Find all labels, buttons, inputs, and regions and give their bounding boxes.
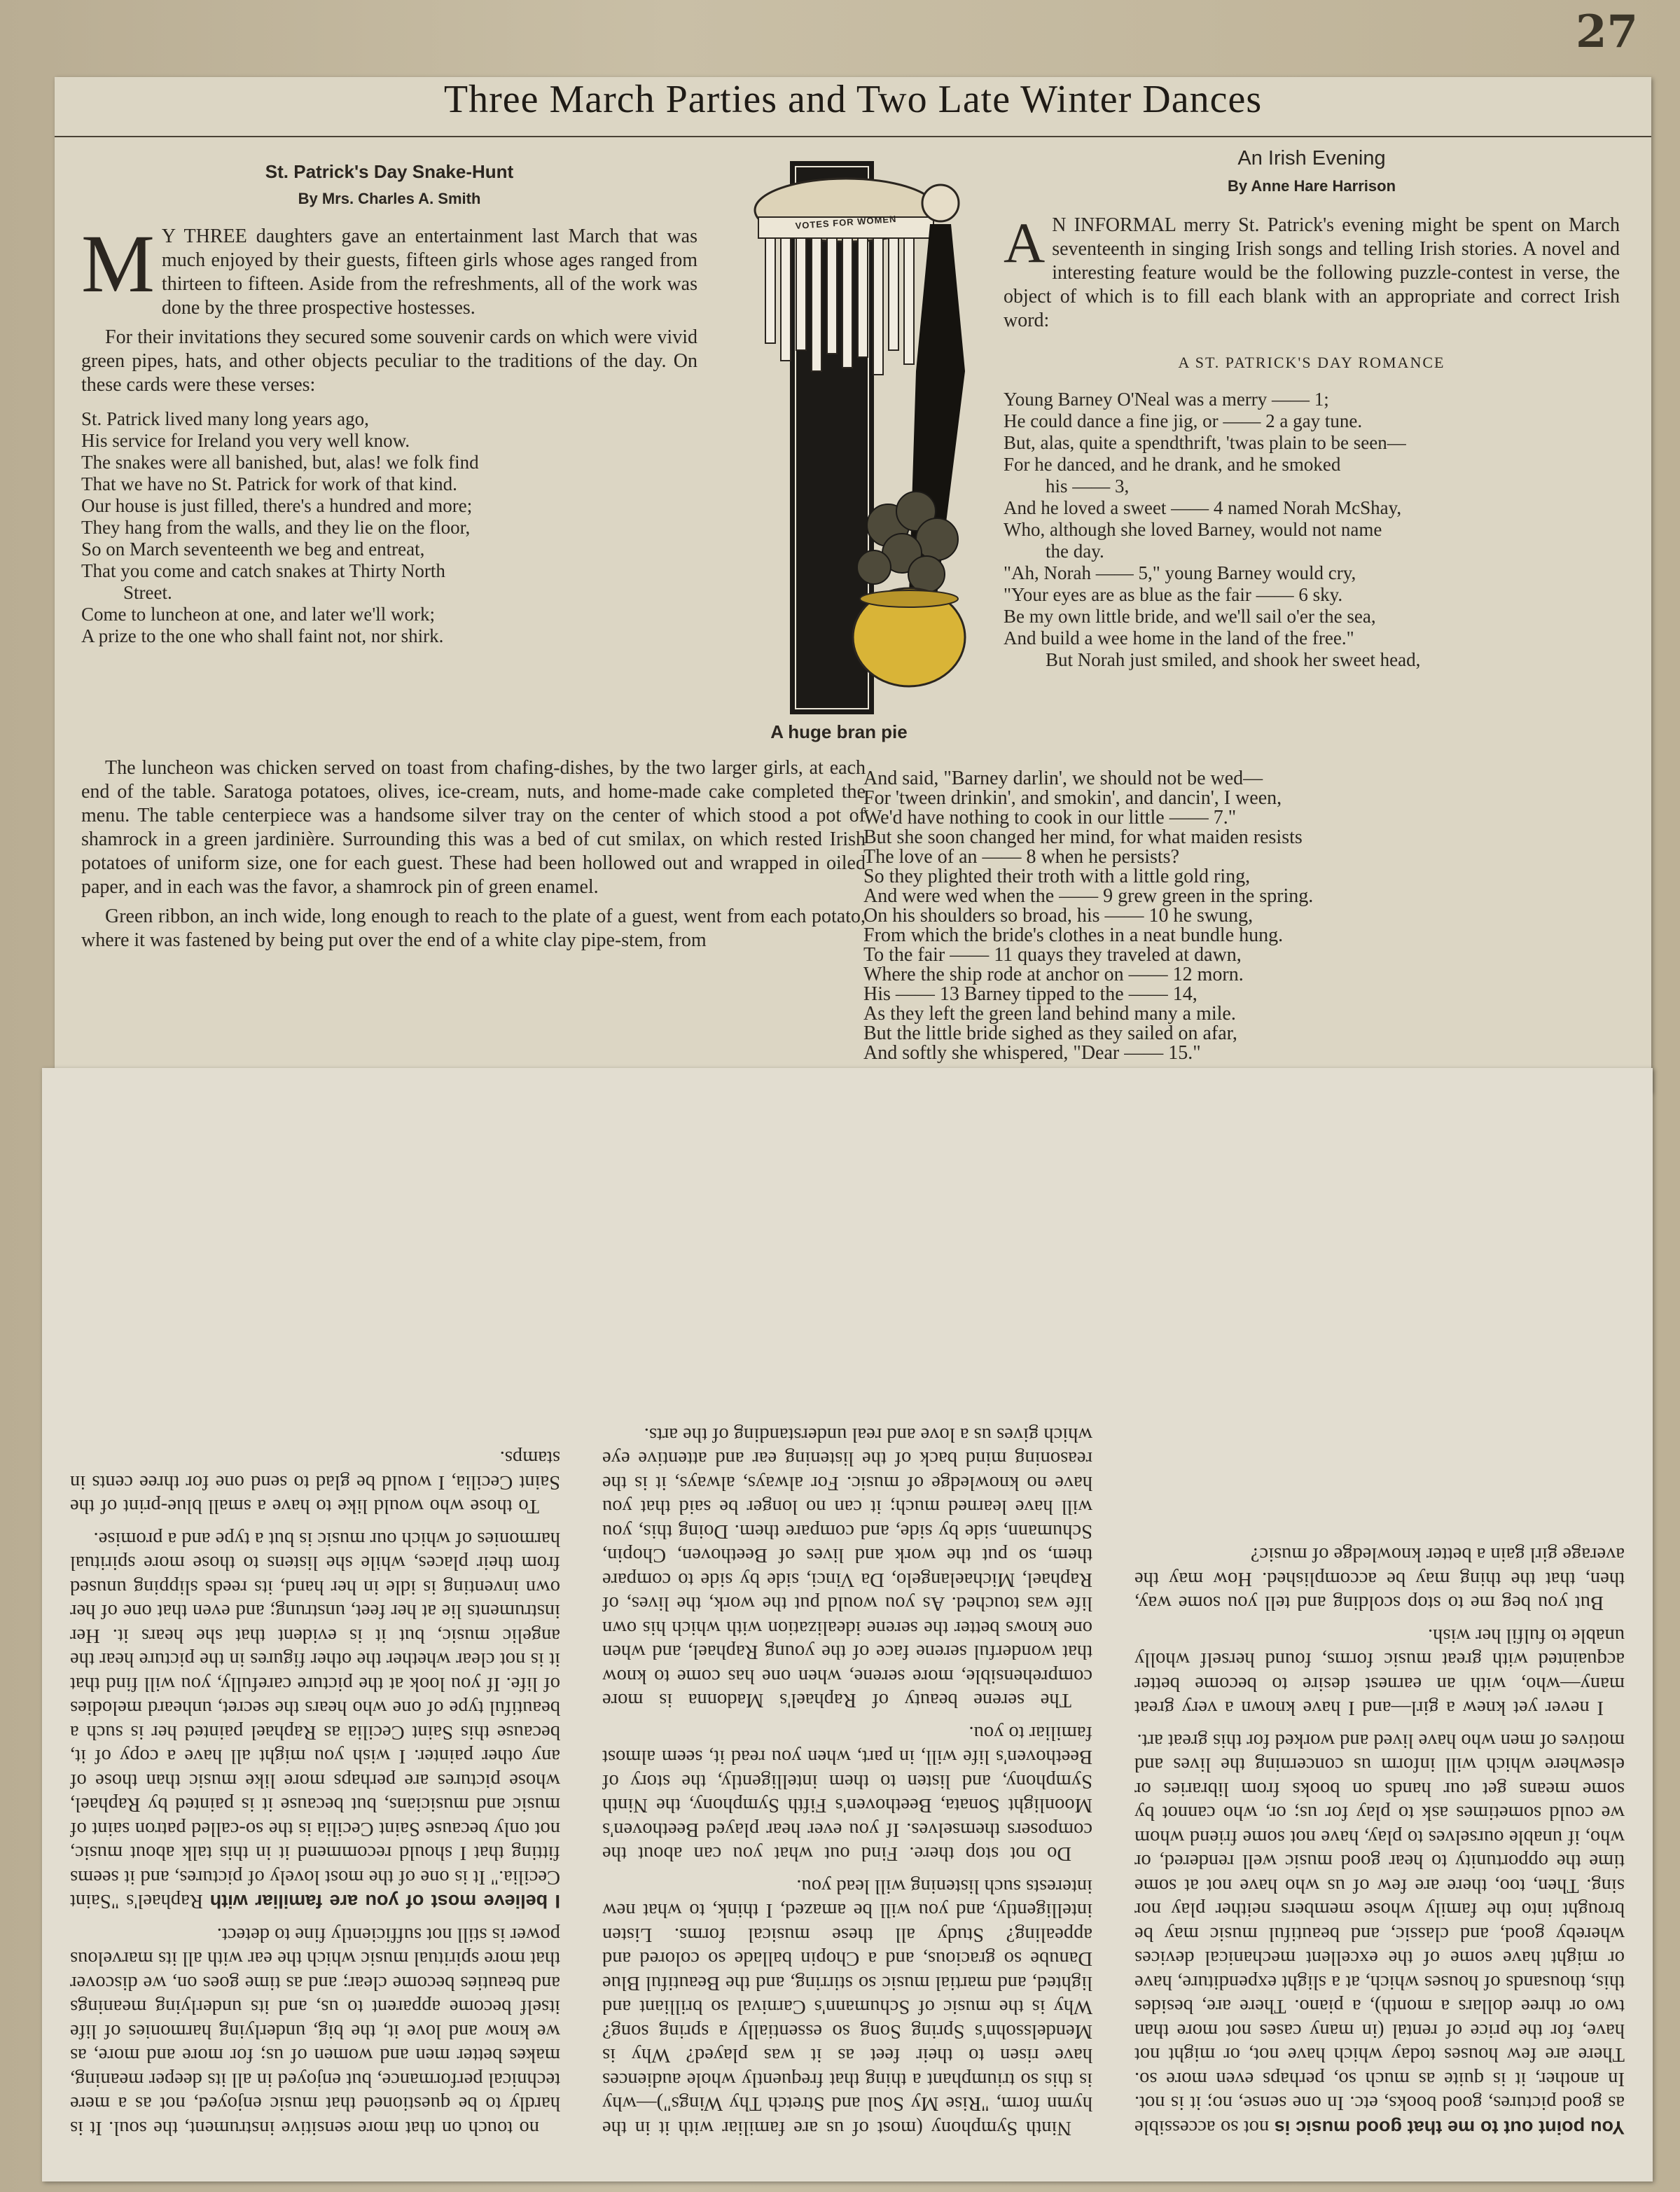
paragraph-text: The serene beauty of Raphael's Madonna is more comprehensible, more serene, when one has come to know that wonderful serene face of the young Raphael, and when one knows better the serene idealization with which his own life was touched. As you would put the work, the lives, of Raphael, Michaelangelo, Da Vinci, side by side to compare them, so put the work and lives of Beethoven, Chopin, Schumann, side by side, and compare them. Doing this, you will have learned much; it can no longer be said that you have no knowledge of music. For always, always, it is the reasoning mind back of the listening ear and attentive eye which gives us a love and real understanding of the arts. <box>602 1424 1092 1712</box>
puzzle-poem <box>1004 389 1620 671</box>
verse-line: So on March seventeenth we beg and entreat, <box>81 539 425 560</box>
poem-line: "Ah, Norah —— 5," young Barney would cry, <box>1004 562 1356 583</box>
verse-line: A prize to the one who shall faint not, nor shirk. <box>81 625 444 646</box>
article-body <box>81 218 697 647</box>
verse-line: St. Patrick lived many long years ago, <box>81 408 369 429</box>
paragraph-text: no touch on that more sensitive instrument, the soul. It is hardly to be questioned that music enjoyed, not as a mere technical performance, but enjoyed in all its deeper meaning, makes better men and women of us; for more and more, as we know and love it, the big, underlying harmonies of life itself become apparent to us, and its underlying meanings and beauties become clear; and as time goes on, we discover that more spiritual music which the ear with all its marvelous power is still not sufficiently fine to detect. <box>70 1924 560 2139</box>
poem-line: For 'tween drinkin', and smokin', and dancin', I ween, <box>863 787 1282 809</box>
column-1 <box>1134 1534 1625 2139</box>
poem-line: For he danced, and he drank, and he smoked <box>1004 454 1341 475</box>
paragraph <box>70 1445 560 1518</box>
poem-line: From which the bride's clothes in a neat bundle hung. <box>863 924 1284 946</box>
poem-line: But, alas, quite a spendthrift, 'twas plain to be seen— <box>1004 432 1406 453</box>
poem-line: He could dance a fine jig, or —— 2 a gay tune. <box>1004 410 1363 431</box>
puzzle-poem-continued <box>863 769 1634 1063</box>
paragraph-text: I never yet knew a girl—and I have known a very great many—who, with an earnest desire to become better acquainted with great music forms, found herself wholly unable to fulfil her wish. <box>1134 1625 1625 1719</box>
paragraph: Green ribbon, an inch wide, long enough to reach to the plate of a guest, went from each potato, where it was fastened by being put over the end of a white clay pipe-stem, from <box>81 906 866 951</box>
paragraph <box>70 1922 560 2140</box>
paragraph <box>70 1527 560 1914</box>
verse-line: Our house is just filled, there's a hundred and more; <box>81 495 473 516</box>
lower-clipping-inverted <box>42 1068 1653 2181</box>
paragraph <box>602 1422 1092 1712</box>
poem-line: Where the ship rode at anchor on —— 12 morn. <box>863 964 1244 985</box>
paragraph-text: Ninth Symphony (most of us are familiar with it in the hymn form, "Rise My Soul and Stretch Thy Wings")—why is this so triumphant a thing that frequently whole audiences have risen to their feet as it was played? Why is Mendelssohn's Spring Song so essentially a spring song? Why is the music of Schumann's Carnival so brilliant and lighted, and martial music so stirring, and the Beautiful Blue Danube so gracious, and a Chopin ballade so colored and appealing? Study all these musical forms. Listen intelligently, and you will be amazed, I think, to what new interests such listening will lead you. <box>602 1875 1092 2139</box>
verse-line: Come to luncheon at one, and later we'll work; <box>81 604 435 625</box>
verse-line: His service for Ireland you very well know. <box>81 430 410 451</box>
article-byline: By Anne Hare Harrison <box>1227 177 1396 195</box>
poem-line: Who, although she loved Barney, would not name <box>1004 519 1382 540</box>
poem-line: On his shoulders so broad, his —— 10 he swung, <box>863 905 1254 927</box>
paragraph-text: To those who would like to have a small blue-print of the Saint Cecilia, I would be glad to send one for three cents in stamps. <box>70 1447 560 1518</box>
bran-pie-illustration <box>699 161 993 714</box>
verse-line: Street. <box>123 582 172 603</box>
poem-line: And softly she whispered, "Dear —— 15." <box>863 1042 1201 1064</box>
poem-line: But the little bride sighed as they sailed on afar, <box>863 1022 1237 1044</box>
paragraph <box>1134 1623 1625 1720</box>
poem-line: And were wed when the —— 9 grew green in the spring. <box>863 885 1314 907</box>
article-title: St. Patrick's Day Snake-Hunt <box>265 161 514 182</box>
pie-sign-text: VOTES FOR WOMEN <box>795 213 897 232</box>
poem-line: His —— 13 Barney tipped to the —— 14, <box>863 983 1197 1005</box>
poem-line: And build a wee home in the land of the free." <box>1004 627 1354 648</box>
upper-clipping <box>55 77 1651 1092</box>
article-snake-hunt <box>81 161 697 657</box>
poem-line: And said, "Barney darlin', we should not be wed— <box>863 768 1263 789</box>
poem-line: To the fair —— 11 quays they traveled at dawn, <box>863 944 1242 966</box>
poem-line: Be my own little bride, and we'll sail o'er the sea, <box>1004 606 1376 627</box>
inverted-text-block <box>42 1068 1653 2181</box>
verse-line: That we have no St. Patrick for work of that kind. <box>81 473 457 494</box>
paragraph-text: But you beg me to stop scolding and tell you some way, then, that the thing may be accomplished. How may the average girl gain a better knowledge of music? <box>1134 1544 1625 1614</box>
paragraph-text: not so accessible as good pictures, good books, etc. In one sense, no; it is not. In another, it is quite as much so, perhaps even more so. There are few houses today which have not, or might not have, for the price of rental (in many cases not more than two or three dollars a month), a piano. There are, besides this, thousands of houses which, at a slight expenditure, have or might have some of the excellent mechanical devices whereby good, and classic, and beautiful music may be brought into the family whose members neither play nor sing. Then, too, there are few of us who have not at some time the opportunity to hear good music well rendered, or who, if unable ourselves to play, have not some friend whom we could sometimes ask to play for us; or, who cannot by some means get our hands on books from libraries or elsewhere which will inform us concerning the lives and motives of men who have lived and worked for this great art. <box>1134 1730 1625 2138</box>
paragraph <box>1134 1728 1625 2140</box>
poem-line: Young Barney O'Neal was a merry —— 1; <box>1004 389 1329 410</box>
article-title: An Irish Evening <box>1237 147 1386 169</box>
drop-cap: M <box>81 218 155 310</box>
poem-line: The love of an —— 8 when he persists? <box>863 846 1179 868</box>
article-snake-hunt-continued <box>81 756 866 958</box>
article-irish-evening <box>1004 147 1620 681</box>
verse-line: They hang from the walls, and they lie on the floor, <box>81 517 471 538</box>
poem-line: As they left the green land behind many a mile. <box>863 1003 1236 1025</box>
poem-line: But Norah just smiled, and shook her sweet head, <box>1046 649 1421 670</box>
paragraph: N INFORMAL merry St. Patrick's evening might be spent on March seventeenth in singing Irish songs and telling Irish stories. A novel and interesting feature would be the following puzzle-contest in verse, the object of which is to fill each blank with an appropriate and correct Irish word: <box>1004 214 1620 331</box>
paragraph: Y THREE daughters gave an entertainment last March that was much enjoyed by their guests, fifteen girls whose ages ranged from thirteen to fifteen. Aside from the refreshments, all of the work was done by the three prospective hostesses. <box>161 226 697 319</box>
poem-line: "Your eyes are as blue as the fair —— 6 sky. <box>1004 584 1343 605</box>
paragraph: The luncheon was chicken served on toast from chafing-dishes, by the two larger girls, at each end of the table. Saratoga potatoes, olives, ice-cream, nuts, and home-made cake completed the menu. The table centerpiece was a handsome silver tray on the center of which stood a pot of shamrock in a green jardinière. Surrounding this was a bed of cut smilax, on which rested Irish potatoes of uniform size, one for each guest. These had been hollowed out and wrapped in oiled paper, and in each was the favor, a shamrock pin of green enamel. <box>81 757 866 898</box>
poem-line: So they plighted their troth with a little gold ring, <box>863 866 1251 887</box>
poem-heading: A ST. PATRICK'S DAY ROMANCE <box>1178 354 1445 371</box>
verse-line: The snakes were all banished, but, alas! we folk find <box>81 452 479 473</box>
paragraph-lead: You point out to me that good music is <box>1274 2117 1625 2138</box>
invitation-verse <box>81 408 697 647</box>
page-number: 27 <box>1575 6 1638 58</box>
poem-line: his —— 3, <box>1046 476 1130 497</box>
article-body <box>1004 211 1620 333</box>
column-3 <box>70 1437 560 2139</box>
paragraph-text: Raphael's "Saint Cecilia." It is one of the most lovely of pictures, and it seems fitting that I should recommend it in this talk about music, not only because Saint Cecilia is the so-called patron saint of music and musicians, but because it is painted by Raphael, whose pictures are perhaps more like music than those of any other painter. I wish you might all have a copy of it, because this Saint Cecilia as Raphael painted her is such a beautiful type of one who hears the secret, unheard melodies of life. If you look at the picture carefully, you will find that it is not clear whether the other figures in the picture hear the angelic music, but it is evident that she hears it. Her instruments lie at her feet, unstrung; and even that one of her own inventing is idle in her hand, its reeds slipping unused from their places, while she listens to those more spiritual harmonies of which our music is but a type and a promise. <box>70 1528 560 1913</box>
paragraph <box>602 1874 1092 2140</box>
title-rule <box>55 136 1651 137</box>
poem-line: And he loved a sweet —— 4 named Norah McShay, <box>1004 497 1402 518</box>
illustration-caption: A huge bran pie <box>770 721 908 742</box>
column-2 <box>602 1414 1092 2140</box>
paragraph <box>1134 1542 1625 1615</box>
poem-line: We'd have nothing to cook in our little —— 7." <box>863 807 1237 828</box>
paragraph <box>602 1721 1092 1866</box>
poem-line: the day. <box>1046 541 1104 562</box>
page-title: Three March Parties and Two Late Winter Dances <box>443 78 1263 121</box>
article-byline: By Mrs. Charles A. Smith <box>298 190 481 207</box>
paragraph-text: Do not stop there. Find out what you can about the composers themselves. If you ever hear played Beethoven's Moonlight Sonata, Beethoven's Fifth Symphony, the Ninth Symphony, and listen to them intelligently, the story of Beethoven's life will, in part, when you read it, seem almost familiar to you. <box>602 1722 1092 1865</box>
drop-cap: A <box>1004 211 1046 275</box>
poem-line: But she soon changed her mind, for what maiden resists <box>863 826 1303 848</box>
paragraph: For their invitations they secured some souvenir cards on which were vivid green pipes, hats, and other objects peculiar to the traditions of the day. On these cards were these verses: <box>81 326 697 396</box>
paragraph-lead: I believe most of you are familiar with <box>209 1891 560 1913</box>
verse-line: That you come and catch snakes at Thirty North <box>81 560 445 581</box>
